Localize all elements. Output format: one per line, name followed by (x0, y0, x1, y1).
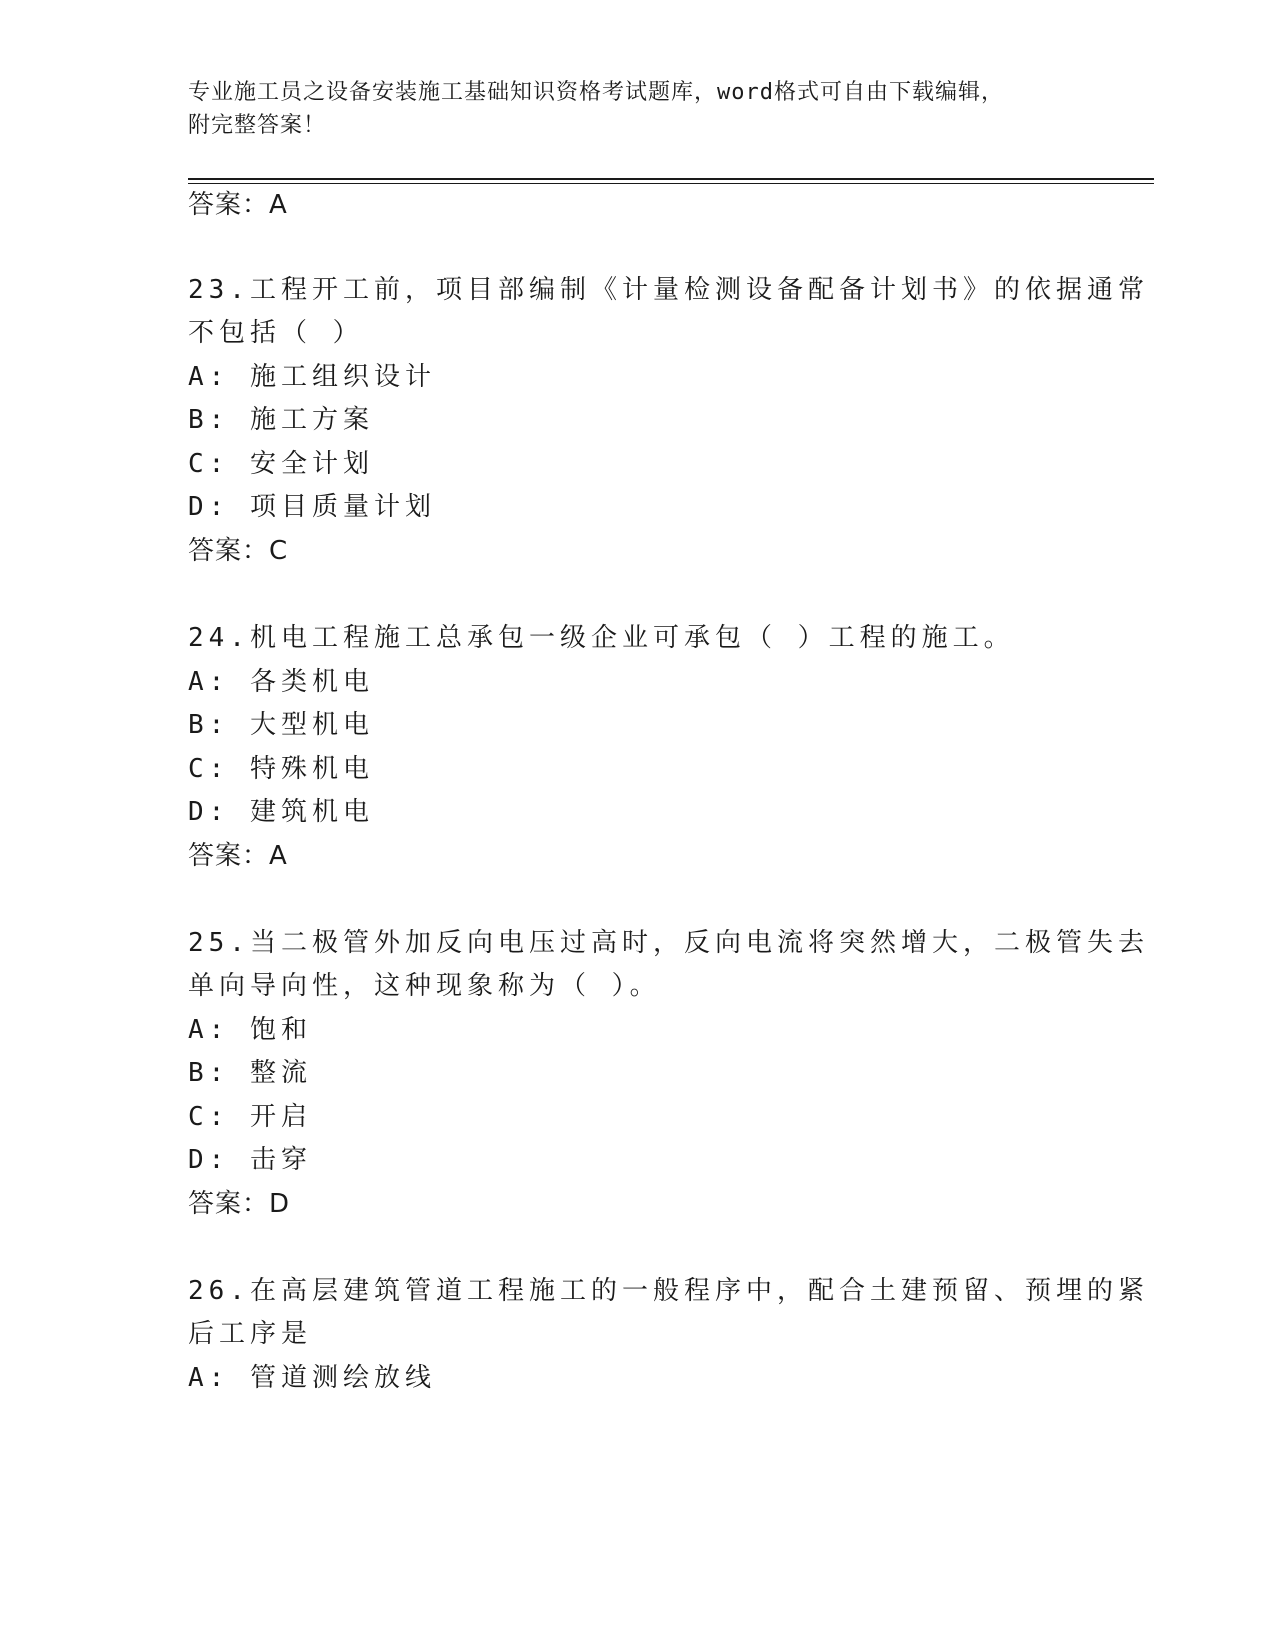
option-line: D: 击穿 (188, 1145, 312, 1175)
option-line: D: 建筑机电 (188, 797, 374, 827)
option-line: A: 管道测绘放线 (188, 1363, 436, 1393)
answer-line: 答案：D (188, 1189, 291, 1219)
option-line: B: 施工方案 (188, 405, 374, 435)
option-line: A: 施工组织设计 (188, 362, 436, 392)
question-stem-line: 25.当二极管外加反向电压过高时，反向电流将突然增大，二极管失去 (188, 928, 1149, 958)
option-line: D: 项目质量计划 (188, 492, 436, 522)
page-header: 专业施工员之设备安装施工基础知识资格考试题库，word格式可自由下载编辑， 附完整答案！ (188, 80, 1004, 138)
header-divider-thin (188, 183, 1154, 184)
option-line: C: 特殊机电 (188, 754, 374, 784)
question-stem-line: 24.机电工程施工总承包一级企业可承包（ ）工程的施工。 (188, 623, 1015, 653)
question-stem-line: 不包括（ ） (188, 318, 364, 348)
question-stem-line: 26.在高层建筑管道工程施工的一般程序中，配合土建预留、预埋的紧 (188, 1276, 1149, 1306)
question-stem-line: 后工序是 (188, 1319, 313, 1349)
option-line: A: 各类机电 (188, 667, 374, 697)
answer-line: 答案：A (188, 190, 288, 220)
option-line: A: 饱和 (188, 1015, 312, 1045)
option-line: B: 整流 (188, 1058, 312, 1088)
question-stem-line: 23.工程开工前，项目部编制《计量检测设备配备计划书》的依据通常 (188, 275, 1149, 305)
option-line: C: 安全计划 (188, 449, 374, 479)
option-line: C: 开启 (188, 1102, 312, 1132)
answer-line: 答案：A (188, 841, 288, 871)
option-line: B: 大型机电 (188, 710, 374, 740)
header-divider-thick (188, 178, 1154, 180)
answer-line: 答案：C (188, 536, 289, 566)
question-stem-line: 单向导向性，这种现象称为（ ）。 (188, 971, 661, 1001)
